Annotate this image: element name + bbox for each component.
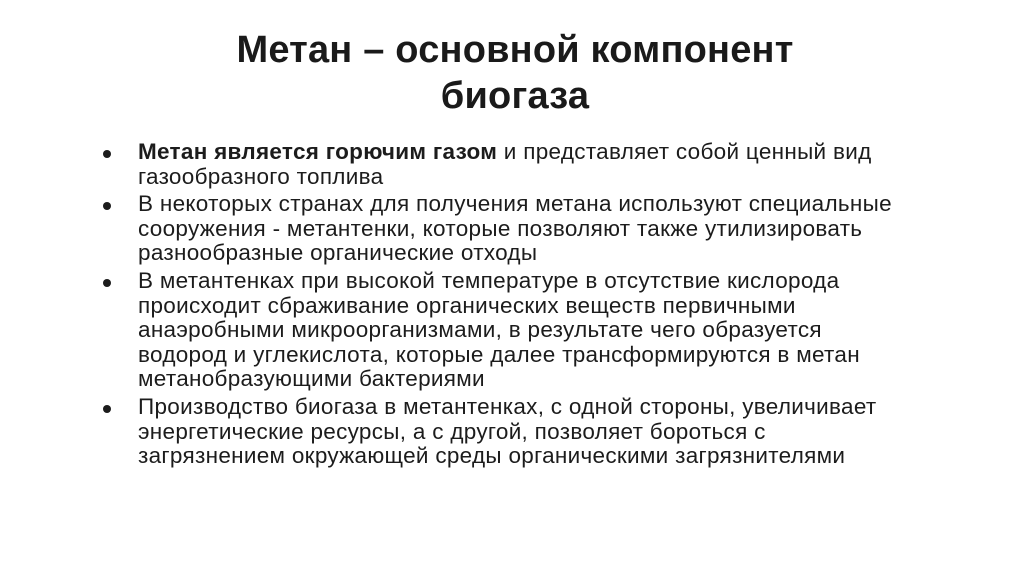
- bullet-text: и представляет собой ценный вид газообразного топлива: [138, 139, 872, 189]
- bullet-item-4: [100, 395, 900, 469]
- bullet-text: Производство биогаза в метантенках, с одной стороны, увеличивает энергетические ресурсы, а с другой, позволяет бороться с загрязнением окружающей среды органическими загрязнителями: [138, 393, 877, 469]
- bullet-list: [100, 140, 900, 472]
- bullet-bold-text: Метан является горючим газом: [138, 139, 498, 164]
- slide-title: [120, 27, 910, 119]
- bullet-marker-icon: [103, 150, 111, 158]
- bullet-marker-icon: [103, 279, 111, 287]
- slide-title-line-2: биогаза: [440, 75, 590, 117]
- bullet-text: В некоторых странах для получения метана используют специальные сооружения - метантенки, которые позволяют также утилизировать разнообразные органические отходы: [138, 191, 892, 266]
- slide-title-line-1: Метан – основной компонент: [236, 29, 794, 71]
- bullet-marker-icon: [103, 202, 111, 210]
- bullet-item-3: [100, 269, 900, 392]
- bullet-marker-icon: [103, 405, 111, 413]
- bullet-text: В метантенках при высокой температуре в отсутствие кислорода происходит сбраживание органических веществ первичными анаэробными микроорганизмами, в результате чего образуется водород и углекислота, которые далее трансформируются в метан метанобразующими бактериями: [138, 267, 860, 392]
- bullet-item-1: [100, 140, 900, 189]
- bullet-item-2: [100, 192, 900, 266]
